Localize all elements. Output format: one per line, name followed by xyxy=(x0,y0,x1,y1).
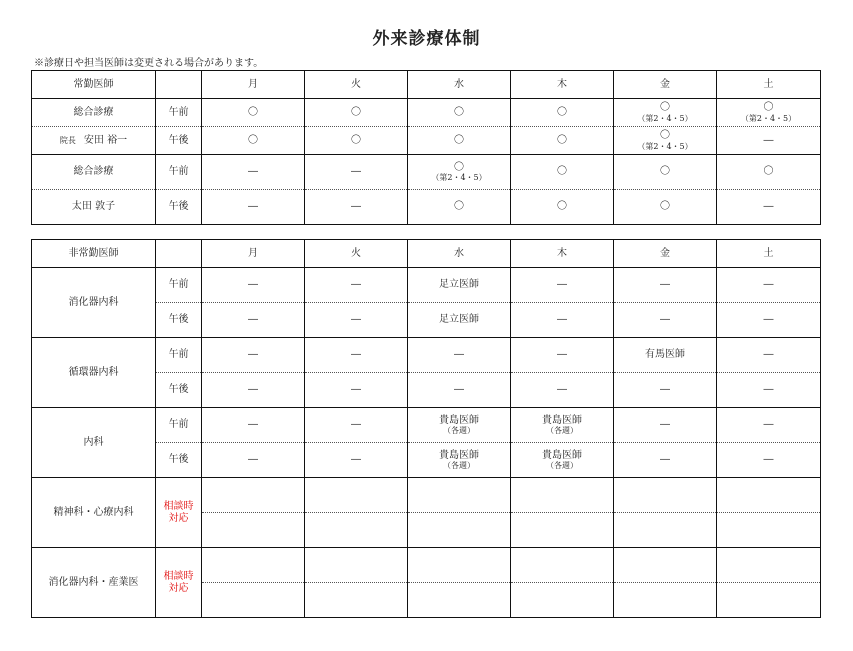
cell-dash: ― xyxy=(614,268,717,303)
cell-dash: ― xyxy=(202,373,305,408)
table-row xyxy=(32,478,821,513)
day-tue: 火 xyxy=(305,71,408,99)
dept-name: 消化器内科 xyxy=(32,268,156,338)
cell-dash: ― xyxy=(511,268,614,303)
table-row xyxy=(32,268,821,303)
day-thu: 木 xyxy=(511,71,614,99)
cell-dash: ― xyxy=(305,338,408,373)
day-wed: 水 xyxy=(408,71,511,99)
cell-mark-note: 〇 （第2・4・5） xyxy=(717,99,821,127)
cell-empty xyxy=(614,478,717,513)
cell-doctor: 足立医師 xyxy=(408,268,511,303)
cell-empty xyxy=(614,548,717,583)
cell-mark: 〇 xyxy=(511,99,614,127)
cell-dash: ― xyxy=(408,373,511,408)
period-pm: 午後 xyxy=(156,373,202,408)
dept-name: 精神科・心療内科 xyxy=(32,478,156,548)
cell-dash: ― xyxy=(717,373,821,408)
cell-empty xyxy=(717,583,821,618)
cell-mark: 〇 xyxy=(511,127,614,155)
cell-dash: ― xyxy=(305,408,408,443)
cell-empty xyxy=(202,513,305,548)
period-pm: 午後 xyxy=(156,303,202,338)
cell-empty xyxy=(305,478,408,513)
cell-dash: ― xyxy=(305,303,408,338)
day-sat: 土 xyxy=(717,240,821,268)
table-row xyxy=(32,155,821,190)
period-am: 午前 xyxy=(156,338,202,373)
cell-mark-note: 〇 （第2・4・5） xyxy=(408,155,511,190)
cell-dash: ― xyxy=(614,408,717,443)
day-mon: 月 xyxy=(202,71,305,99)
cell-dash: ― xyxy=(717,408,821,443)
day-fri: 金 xyxy=(614,71,717,99)
period-am: 午前 xyxy=(156,268,202,303)
header-row xyxy=(32,71,821,99)
cell-empty xyxy=(202,583,305,618)
period-pm: 午後 xyxy=(156,443,202,478)
cell-dash: ― xyxy=(202,303,305,338)
cell-dash: ― xyxy=(305,373,408,408)
day-mon: 月 xyxy=(202,240,305,268)
table-row xyxy=(32,548,821,583)
cell-mark: 〇 xyxy=(717,155,821,190)
cell-dash: ― xyxy=(717,303,821,338)
header-row xyxy=(32,240,821,268)
parttime-header: 非常勤医師 xyxy=(32,240,156,268)
cell-dash: ― xyxy=(511,373,614,408)
cell-mark: 〇 xyxy=(305,127,408,155)
cell-empty xyxy=(511,548,614,583)
period-am: 午前 xyxy=(156,408,202,443)
cell-empty xyxy=(408,478,511,513)
consult-note: 相談時 対応 xyxy=(156,478,202,548)
day-wed: 水 xyxy=(408,240,511,268)
doctor-name: 院長 安田 裕一 xyxy=(32,127,156,155)
cell-empty xyxy=(202,478,305,513)
page-title: 外来診療体制 xyxy=(372,29,481,49)
dept-name: 循環器内科 xyxy=(32,338,156,408)
cell-empty xyxy=(408,513,511,548)
cell-mark: 〇 xyxy=(202,127,305,155)
cell-dash: ― xyxy=(305,443,408,478)
cell-dash: ― xyxy=(614,303,717,338)
cell-doctor-note: 貴島医師 （各週） xyxy=(408,443,511,478)
cell-dash: ― xyxy=(717,127,821,155)
period-header xyxy=(156,240,202,268)
cell-empty xyxy=(614,513,717,548)
fulltime-schedule-table xyxy=(31,70,821,225)
period-am: 午前 xyxy=(156,155,202,190)
cell-mark: 〇 xyxy=(614,190,717,225)
cell-dash: ― xyxy=(202,190,305,225)
table-row xyxy=(32,338,821,373)
cell-empty xyxy=(305,513,408,548)
day-fri: 金 xyxy=(614,240,717,268)
dept-name: 総合診療 xyxy=(32,99,156,127)
day-sat: 土 xyxy=(717,71,821,99)
table-row xyxy=(32,408,821,443)
cell-empty xyxy=(408,548,511,583)
cell-dash: ― xyxy=(717,443,821,478)
cell-empty xyxy=(202,548,305,583)
day-tue: 火 xyxy=(305,240,408,268)
period-pm: 午後 xyxy=(156,190,202,225)
cell-dash: ― xyxy=(305,190,408,225)
cell-dash: ― xyxy=(408,338,511,373)
cell-mark: 〇 xyxy=(202,99,305,127)
cell-dash: ― xyxy=(614,443,717,478)
cell-dash: ― xyxy=(202,155,305,190)
period-header xyxy=(156,71,202,99)
cell-doctor-note: 貴島医師 （各週） xyxy=(511,408,614,443)
cell-empty xyxy=(511,478,614,513)
period-am: 午前 xyxy=(156,99,202,127)
cell-empty xyxy=(305,583,408,618)
cell-empty xyxy=(717,478,821,513)
cell-dash: ― xyxy=(614,373,717,408)
cell-empty xyxy=(511,513,614,548)
table-row xyxy=(32,190,821,225)
cell-dash: ― xyxy=(717,338,821,373)
cell-doctor-note: 貴島医師 （各週） xyxy=(408,408,511,443)
cell-dash: ― xyxy=(202,268,305,303)
cell-doctor: 足立医師 xyxy=(408,303,511,338)
day-thu: 木 xyxy=(511,240,614,268)
table-row xyxy=(32,99,821,127)
cell-mark: 〇 xyxy=(408,99,511,127)
cell-mark: 〇 xyxy=(614,155,717,190)
cell-dash: ― xyxy=(202,338,305,373)
cell-mark: 〇 xyxy=(511,155,614,190)
cell-dash: ― xyxy=(202,408,305,443)
cell-empty xyxy=(511,583,614,618)
cell-mark: 〇 xyxy=(408,190,511,225)
cell-empty xyxy=(717,513,821,548)
cell-dash: ― xyxy=(202,443,305,478)
cell-dash: ― xyxy=(717,268,821,303)
dept-name: 総合診療 xyxy=(32,155,156,190)
consult-note: 相談時 対応 xyxy=(156,548,202,618)
cell-mark: 〇 xyxy=(305,99,408,127)
dept-name: 消化器内科・産業医 xyxy=(32,548,156,618)
parttime-schedule-table xyxy=(31,239,821,618)
cell-mark: 〇 xyxy=(511,190,614,225)
cell-doctor-note: 貴島医師 （各週） xyxy=(511,443,614,478)
cell-mark-note: 〇 （第2・4・5） xyxy=(614,99,717,127)
dept-name: 内科 xyxy=(32,408,156,478)
cell-mark-note: 〇 （第2・4・5） xyxy=(614,127,717,155)
cell-doctor: 有馬医師 xyxy=(614,338,717,373)
cell-empty xyxy=(717,548,821,583)
period-pm: 午後 xyxy=(156,127,202,155)
doctor-name: 太田 敦子 xyxy=(32,190,156,225)
cell-dash: ― xyxy=(305,155,408,190)
fulltime-header: 常勤医師 xyxy=(32,71,156,99)
cell-dash: ― xyxy=(305,268,408,303)
cell-dash: ― xyxy=(511,303,614,338)
cell-dash: ― xyxy=(717,190,821,225)
cell-empty xyxy=(305,548,408,583)
cell-mark: 〇 xyxy=(408,127,511,155)
cell-empty xyxy=(408,583,511,618)
change-notice: ※診療日や担当医師は変更される場合があります。 xyxy=(34,58,264,69)
table-row xyxy=(32,127,821,155)
cell-empty xyxy=(614,583,717,618)
cell-dash: ― xyxy=(511,338,614,373)
